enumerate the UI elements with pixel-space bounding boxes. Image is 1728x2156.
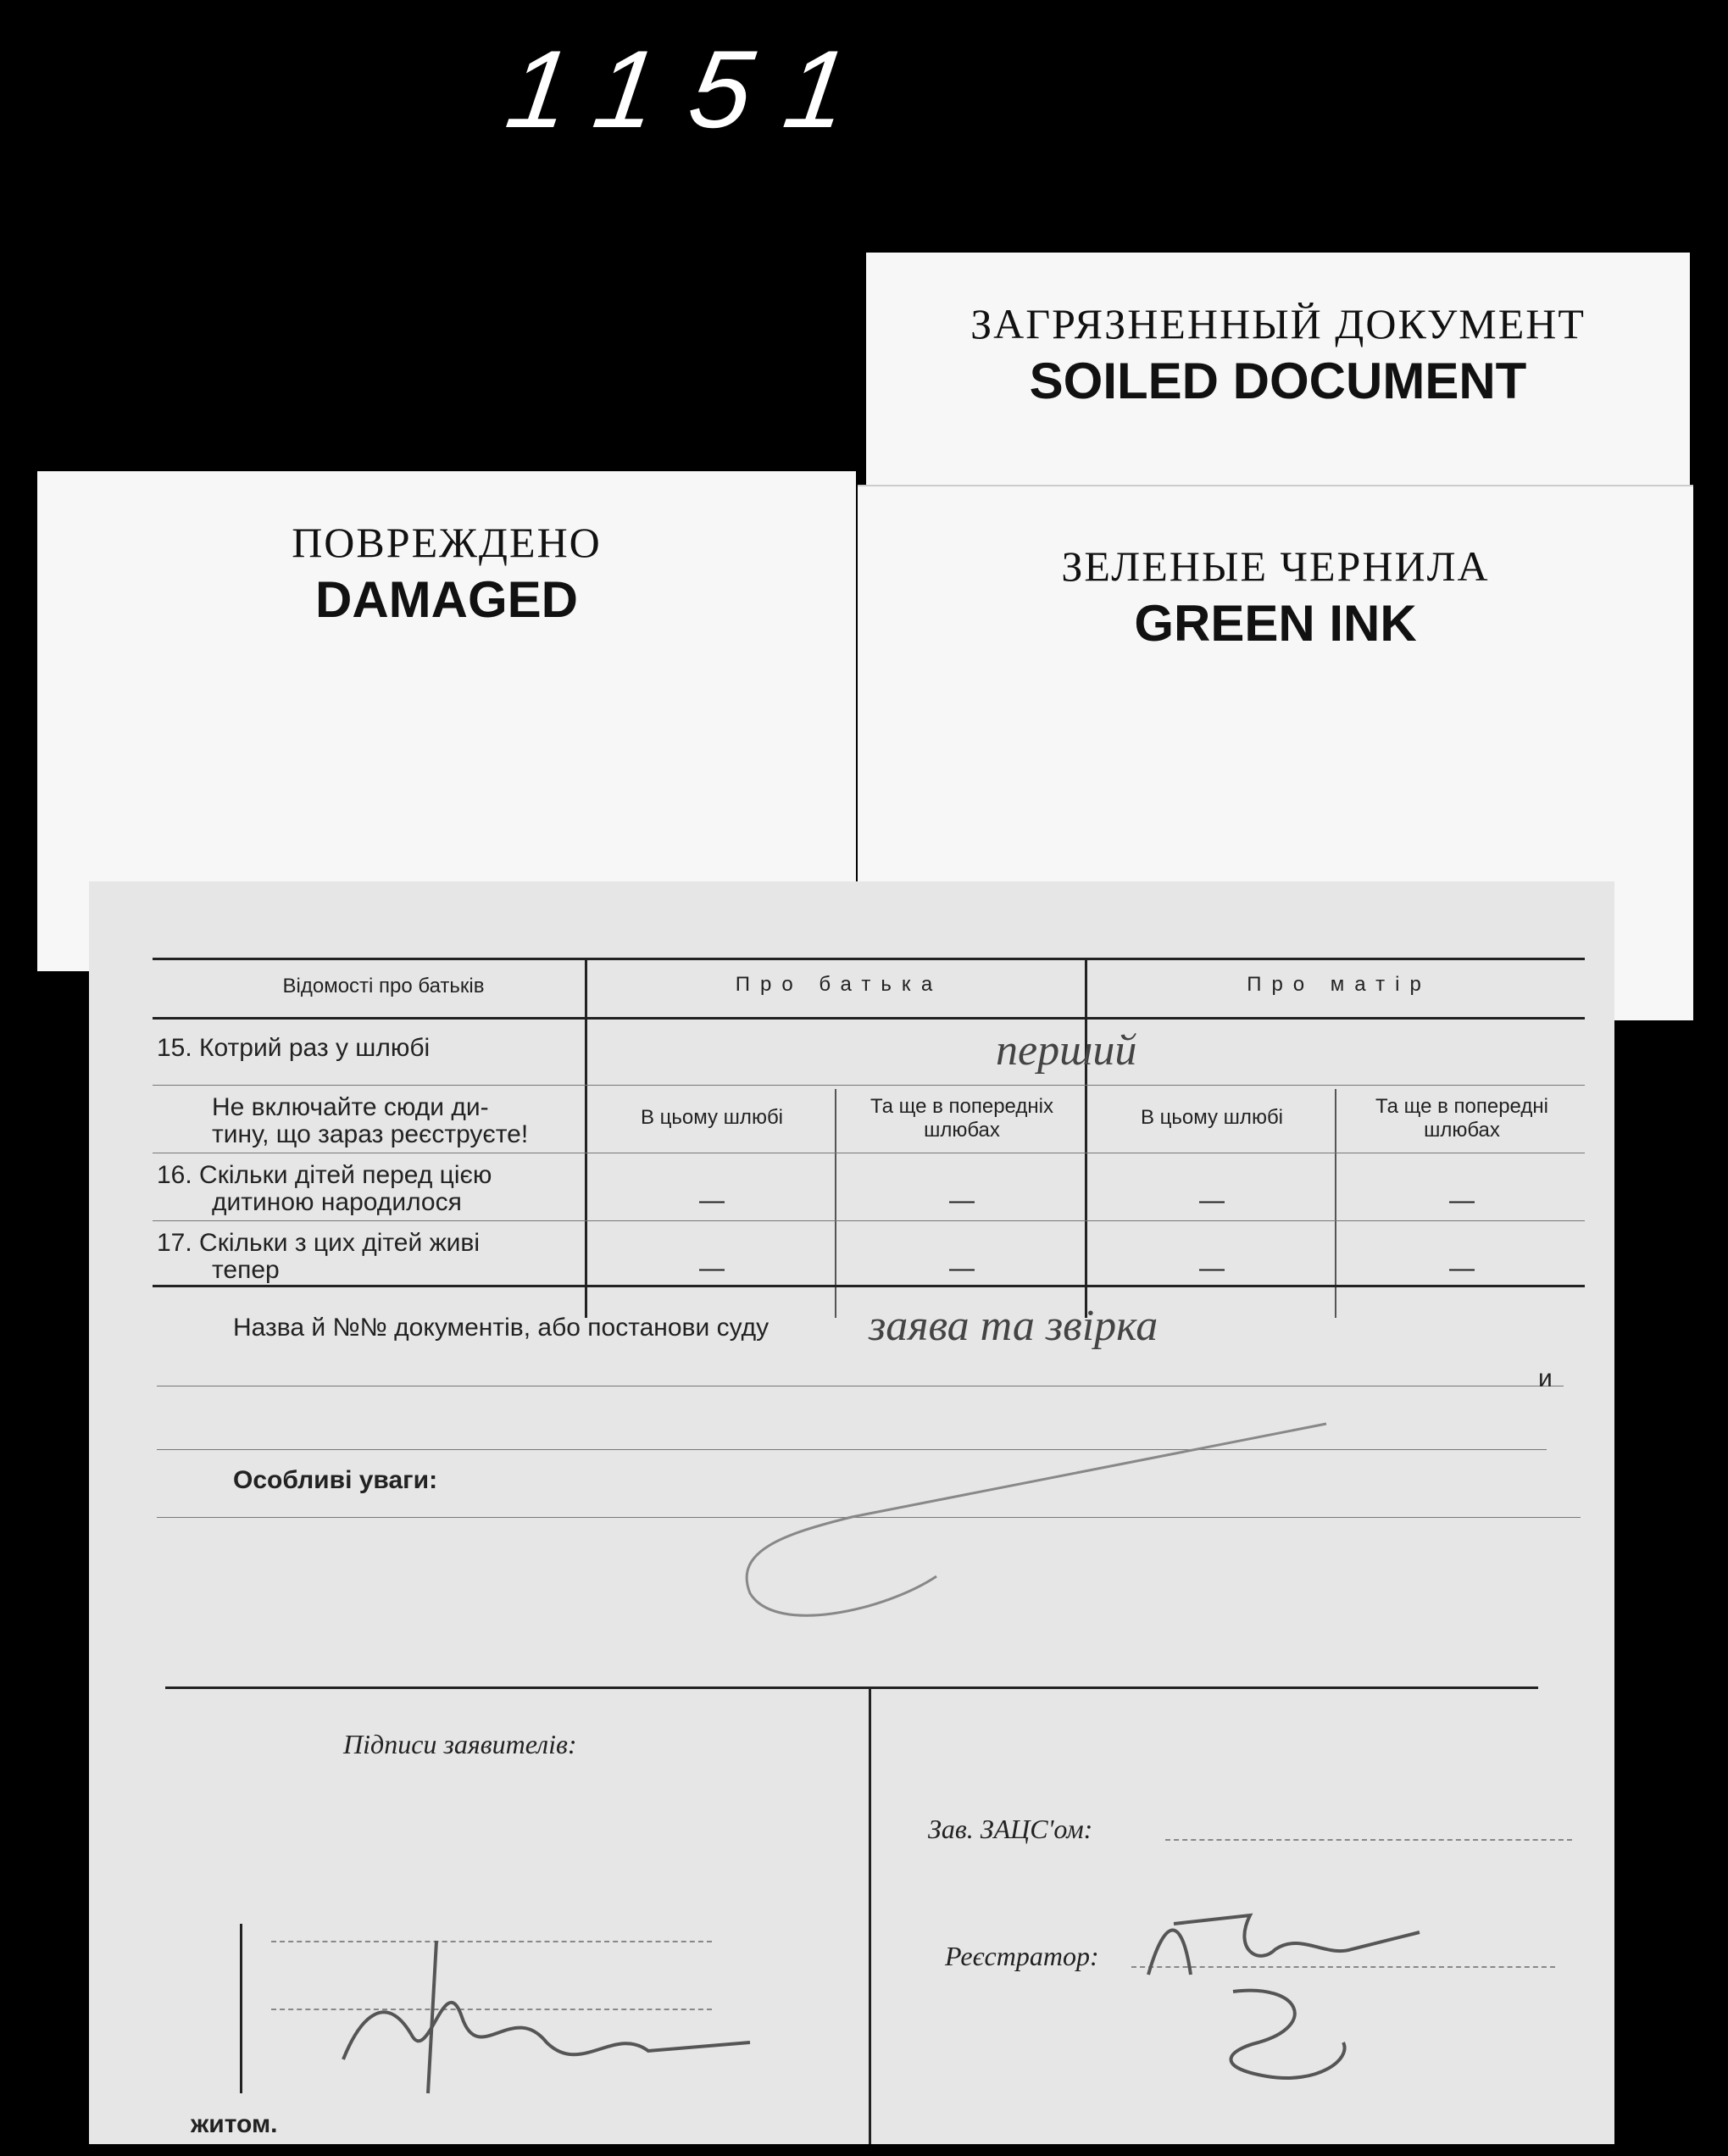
- head-office-line: [1165, 1839, 1572, 1841]
- table-divider-1: [585, 958, 587, 1318]
- note-line2: тину, що зараз реєструєте!: [212, 1120, 529, 1148]
- row17-father-this: —: [699, 1254, 725, 1282]
- row15-value: перший: [996, 1026, 1137, 1075]
- signatures-divider: [869, 1686, 871, 2144]
- table-divider-father-sub: [835, 1089, 836, 1318]
- registrar-label: Реєстратор:: [945, 1941, 1099, 1971]
- registration-form: [89, 881, 1614, 2144]
- row16-father-prev: —: [949, 1186, 975, 1214]
- bottom-fragment: житом.: [191, 2110, 278, 2138]
- header-mother: Про матір: [1247, 973, 1431, 996]
- applicants-bracket: [240, 1924, 242, 2093]
- documents-label: Назва й №№ документів, або постанови суду: [233, 1314, 770, 1342]
- soiled-tag-en: SOILED DOCUMENT: [1029, 353, 1527, 409]
- row17-mother-this: —: [1199, 1254, 1225, 1282]
- row15-rule: [153, 1085, 1585, 1086]
- row16-line1: 16. Скільки дітей перед цією: [157, 1161, 492, 1189]
- head-office-label: Зав. ЗАЦС'ом:: [928, 1814, 1093, 1844]
- damaged-tag-en: DAMAGED: [315, 571, 578, 628]
- row17-mother-prev: —: [1449, 1254, 1475, 1282]
- registrar-signature: [1131, 1898, 1436, 2102]
- table-divider-mother-sub: [1335, 1089, 1336, 1318]
- father-this-marriage: В цьому шлюбі: [640, 1106, 784, 1129]
- mother-this-marriage: В цьому шлюбі: [1140, 1106, 1284, 1129]
- table-bottom-rule: [153, 1285, 1585, 1287]
- damaged-tag-ru: ПОВРЕЖДЕНО: [292, 519, 602, 566]
- header-rule: [153, 1017, 1585, 1020]
- green-tag-ru: ЗЕЛЕНЫЕ ЧЕРНИЛА: [1061, 542, 1490, 590]
- header-parents-info: Відомості про батьків: [282, 975, 485, 997]
- row16-mother-prev: —: [1449, 1186, 1475, 1214]
- row15-label: 15. Котрий раз у шлюбі: [157, 1034, 431, 1062]
- row16-mother-this: —: [1199, 1186, 1225, 1214]
- row16-line2: дитиною народилося: [212, 1188, 462, 1216]
- row17-father-prev: —: [949, 1254, 975, 1282]
- margin-mark: и: [1538, 1364, 1553, 1392]
- header-father: Про батька: [735, 973, 943, 996]
- remarks-label: Особливі уваги:: [233, 1466, 438, 1494]
- green-tag-en: GREEN INK: [1134, 595, 1417, 652]
- signatures-rule: [165, 1686, 1538, 1689]
- mother-prev-marriages: Та ще в попередні шлюбах: [1375, 1095, 1548, 1142]
- note-line1: Не включайте сюди ди-: [212, 1093, 489, 1121]
- table-divider-2: [1085, 958, 1087, 1318]
- remarks-strike-mark: [682, 1390, 1445, 1644]
- table-top-rule: [153, 958, 1585, 960]
- row17-line1: 17. Скільки з цих дітей живі: [157, 1229, 480, 1257]
- row17-line2: тепер: [212, 1256, 280, 1284]
- father-prev-marriages: Та ще в попередніх шлюбах: [870, 1095, 1053, 1142]
- soiled-tag-ru: ЗАГРЯЗНЕННЫЙ ДОКУМЕНТ: [970, 300, 1586, 347]
- applicant-signature: [309, 1915, 784, 2110]
- soiled-document-tag: [866, 253, 1690, 507]
- row16-father-this: —: [699, 1186, 725, 1214]
- documents-value: заява та звірка: [869, 1302, 1158, 1350]
- applicants-signatures-label: Підписи заявителів:: [343, 1729, 577, 1759]
- frame-number: 1151: [499, 27, 890, 151]
- row16-rule: [153, 1220, 1585, 1221]
